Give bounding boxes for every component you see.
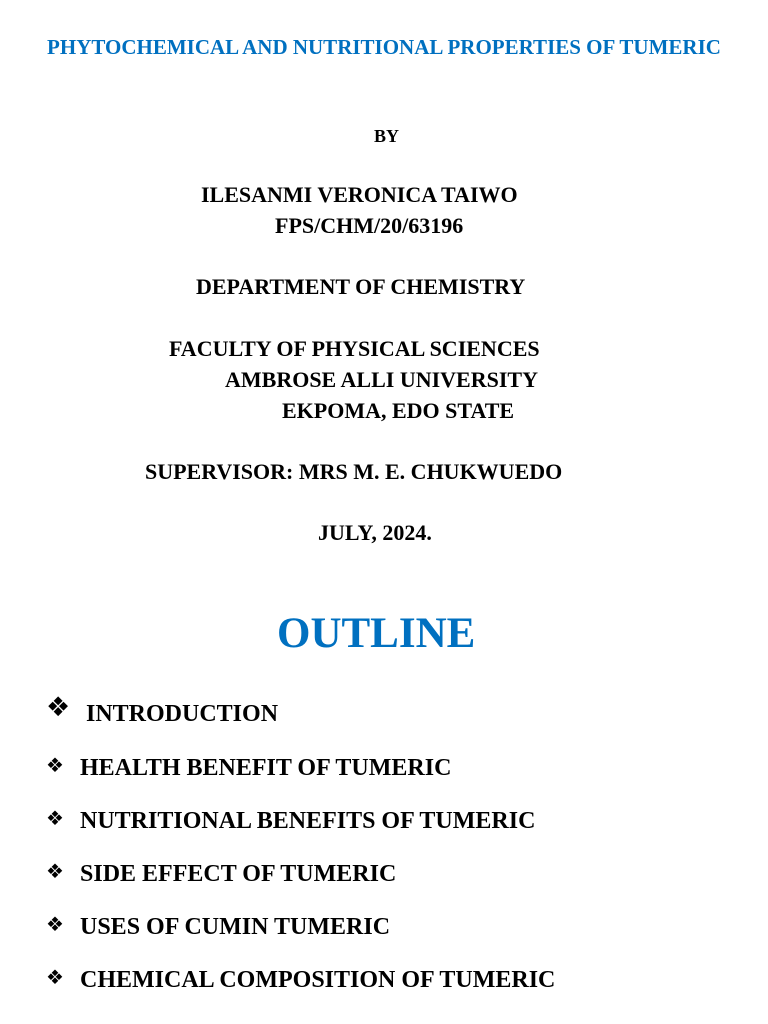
four-diamond-bullet-icon: ❖ (46, 965, 64, 989)
outline-item-nutritional-benefits (46, 806, 535, 836)
outline-heading: OUTLINE (277, 610, 476, 657)
author-name: ILESANMI VERONICA TAIWO (201, 182, 518, 207)
faculty: FACULTY OF PHYSICAL SCIENCES (169, 336, 540, 361)
outline-item-uses (46, 912, 390, 942)
outline-item-chemical-composition (46, 965, 555, 995)
outline-item-label: NUTRITIONAL BENEFITS OF TUMERIC (80, 808, 536, 834)
four-diamond-bullet-icon: ❖ (46, 753, 64, 777)
supervisor: SUPERVISOR: MRS M. E. CHUKWUEDO (145, 459, 563, 484)
matric-number: FPS/CHM/20/63196 (275, 213, 464, 238)
outline-item-label: SIDE EFFECT OF TUMERIC (80, 861, 397, 887)
university: AMBROSE ALLI UNIVERSITY (225, 367, 538, 392)
outline-item-health-benefit (46, 753, 451, 783)
outline-item-label: INTRODUCTION (86, 701, 279, 727)
outline-item-label: USES OF CUMIN TUMERIC (80, 914, 391, 940)
outline-item-introduction (46, 694, 278, 729)
location: EKPOMA, EDO STATE (282, 398, 515, 423)
four-diamond-bullet-icon: ❖ (46, 912, 64, 936)
by-label: BY (374, 126, 400, 146)
document-title: PHYTOCHEMICAL AND NUTRITIONAL PROPERTIES OF TUMERIC (47, 35, 721, 59)
outline-item-side-effect (46, 859, 396, 889)
four-diamond-bullet-icon: ❖ (46, 692, 71, 723)
four-diamond-bullet-icon: ❖ (46, 806, 64, 830)
four-diamond-bullet-icon: ❖ (46, 859, 64, 883)
submission-date: JULY, 2024. (318, 520, 432, 545)
outline-item-label: HEALTH BENEFIT OF TUMERIC (80, 755, 452, 781)
department: DEPARTMENT OF CHEMISTRY (196, 274, 526, 299)
outline-item-label: CHEMICAL COMPOSITION OF TUMERIC (80, 967, 556, 993)
